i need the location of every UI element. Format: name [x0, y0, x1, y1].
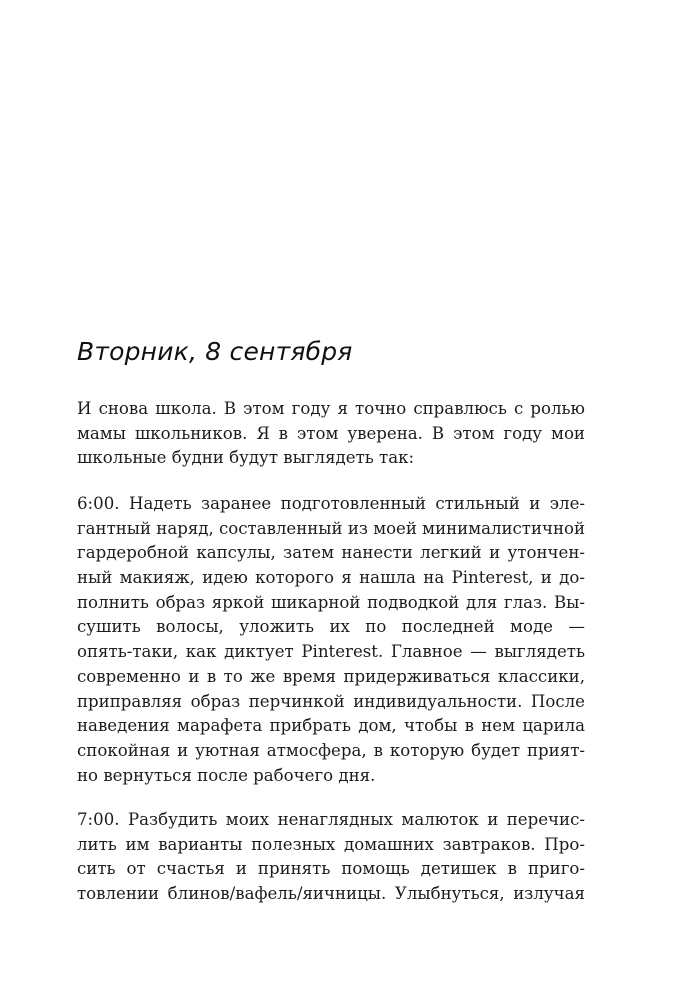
paragraph-6am: [77, 492, 585, 788]
text-line: 7:00. Разбудить моих ненаглядных малюток и перечис-: [77, 810, 585, 829]
text-line: мамы школьников. Я в этом уверена. В этом году мои: [77, 423, 585, 443]
text-line: современно и в то же время придерживаться классики,: [77, 666, 585, 686]
text-line: приправляя образ перчинкой индивидуальности. После: [77, 691, 585, 711]
text-line: гантный наряд, составленный из моей минималистичной: [77, 518, 585, 538]
text-line: школьные будни будут выглядеть так:: [77, 448, 415, 468]
text-line: опять-таки, как диктует Pinterest. Главное — выглядеть: [77, 642, 585, 662]
diary-entry-heading: Вторник, 8 сентября: [77, 337, 353, 366]
text-line: но вернуться после рабочего дня.: [77, 765, 376, 785]
paragraph-intro: [77, 397, 585, 471]
text-line: лить им варианты полезных домашних завтраков. Про-: [77, 834, 585, 854]
text-line: ный макияж, идею которого я нашла на Pinterest, и до-: [77, 568, 585, 588]
text-line: товлении блинов/вафель/яичницы. Улыбнуться, излучая: [77, 884, 585, 904]
text-line: сушить волосы, уложить их по последней моде —: [77, 617, 585, 637]
paragraph-7am: [77, 808, 585, 907]
book-page: [77, 0, 585, 1000]
text-line: спокойная и уютная атмосфера, в которую будет прият-: [77, 740, 585, 760]
text-line: И снова школа. В этом году я точно справлюсь с ролью: [77, 399, 585, 418]
text-line: гардеробной капсулы, затем нанести легкий и утончен-: [77, 543, 585, 563]
text-line: 6:00. Надеть заранее подготовленный стильный и эле-: [77, 494, 585, 513]
text-line: полнить образ яркой шикарной подводкой для глаз. Вы-: [77, 592, 585, 612]
text-line: сить от счастья и принять помощь детишек в приго-: [77, 859, 585, 879]
text-line: наведения марафета прибрать дом, чтобы в нем царила: [77, 716, 585, 736]
